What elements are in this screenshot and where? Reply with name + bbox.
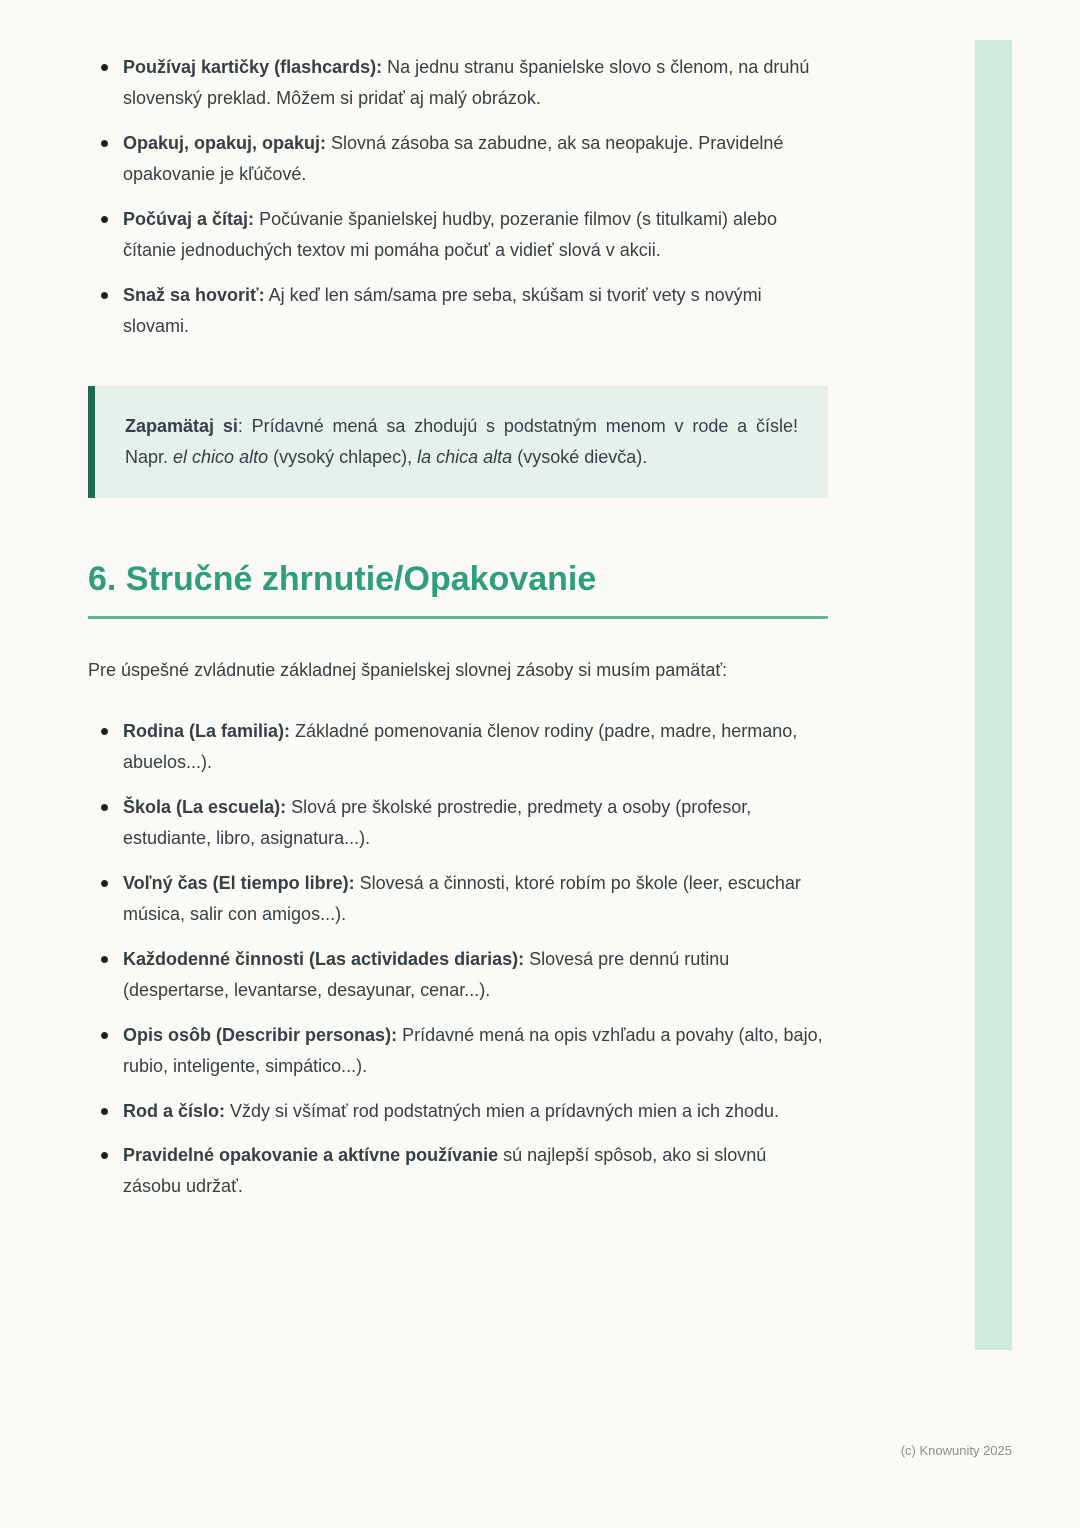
list-item: Rod a číslo: Vždy si všímať rod podstatných mien a prídavných mien a ich zhodu. <box>88 1096 828 1127</box>
list-item: Rodina (La familia): Základné pomenovania členov rodiny (padre, madre, hermano, abuelos...). <box>88 716 828 778</box>
summary-list <box>88 716 828 1202</box>
callout-note <box>88 386 828 498</box>
list-item: Opis osôb (Describir personas): Prídavné mená na opis vzhľadu a povahy (alto, bajo, rubio, inteligente, simpático...). <box>88 1020 828 1082</box>
document-content <box>88 52 828 1216</box>
heading-rule <box>88 616 828 619</box>
footer-copyright: (c) Knowunity 2025 <box>900 1443 1012 1458</box>
list-item: Každodenné činnosti (Las actividades diarias): Slovesá pre dennú rutinu (despertarse, levantarse, desayunar, cenar...). <box>88 944 828 1006</box>
list-item: Opakuj, opakuj, opakuj: Slovná zásoba sa zabudne, ak sa neopakuje. Pravidelné opakovanie je kľúčové. <box>88 128 828 190</box>
page-edge-accent-bar <box>975 40 1012 1350</box>
list-item: Snaž sa hovoriť: Aj keď len sám/sama pre seba, skúšam si tvoriť vety s novými slovami. <box>88 280 828 342</box>
intro-paragraph: Pre úspešné zvládnutie základnej španielskej slovnej zásoby si musím pamätať: <box>88 660 728 681</box>
list-item: Voľný čas (El tiempo libre): Slovesá a činnosti, ktoré robím po škole (leer, escuchar música, salir con amigos...). <box>88 868 828 930</box>
list-item: Škola (La escuela): Slová pre školské prostredie, predmety a osoby (profesor, estudiante, libro, asignatura...). <box>88 792 828 854</box>
list-item: Pravidelné opakovanie a aktívne používanie sú najlepší spôsob, ako si slovnú zásobu udržať. <box>88 1140 828 1202</box>
callout-text: Zapamätaj si: Prídavné mená sa zhodujú s podstatným menom v rode a čísle! Napr. el chico alto (vysoký chlapec), la chica alta (vysoké dievča). <box>125 415 799 467</box>
list-item: Používaj kartičky (flashcards): Na jednu stranu španielske slovo s členom, na druhú slovenský preklad. Môžem si pridať aj malý obrázok. <box>88 52 828 114</box>
section-heading: 6. Stručné zhrnutie/Opakovanie <box>88 559 597 598</box>
list-item: Počúvaj a čítaj: Počúvanie španielskej hudby, pozeranie filmov (s titulkami) alebo čítanie jednoduchých textov mi pomáha počuť a vidieť slová v akcii. <box>88 204 828 266</box>
tips-list <box>88 52 828 342</box>
